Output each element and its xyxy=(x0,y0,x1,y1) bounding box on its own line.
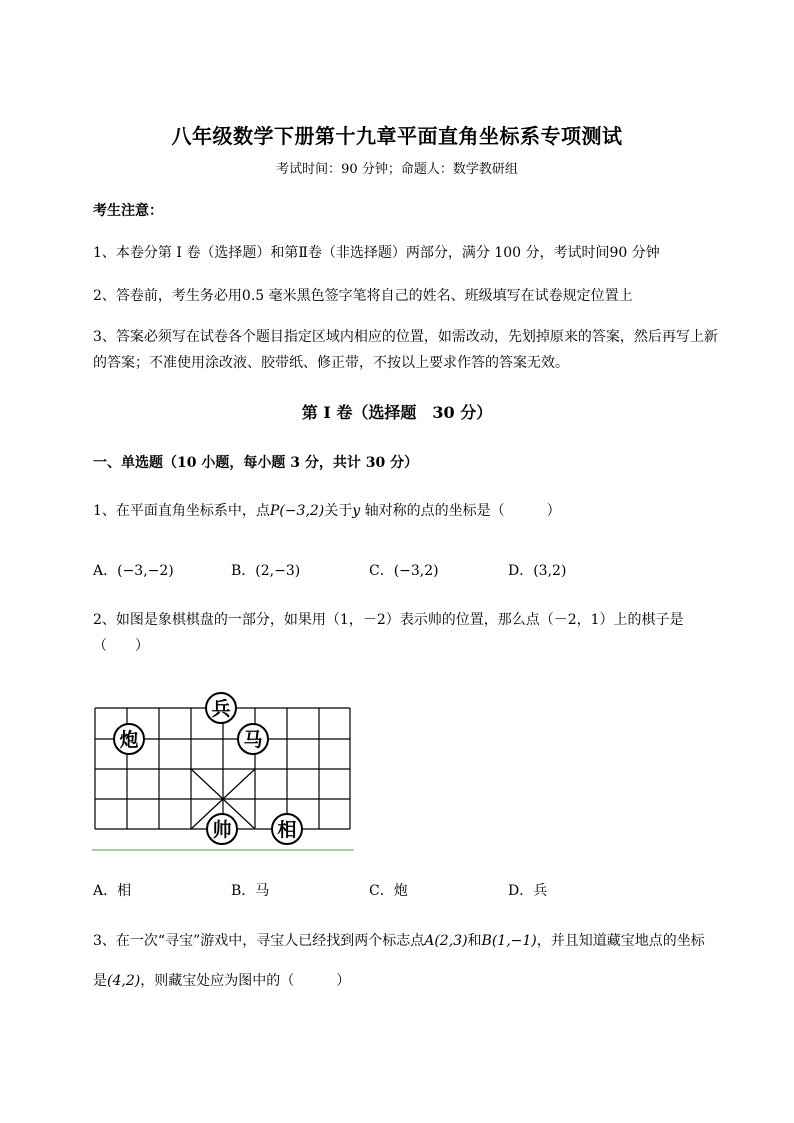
question-3-stem-cont: 是(4,2)，则藏宝处应为图中的（ ） xyxy=(93,973,351,989)
question-3-stem: 3、在一次“寻宝”游戏中，寻宝人已经找到两个标志点A(2,3)和B(1,−1)，并且知道藏宝地点的坐标 xyxy=(93,933,705,949)
exam-subtitle: 考试时间：90 分钟；命题人：数学教研组 xyxy=(276,162,518,177)
point-p: P(−3,2) xyxy=(269,503,325,519)
svg-text:相: 相 xyxy=(277,819,297,841)
exam-title: 八年级数学下册第十九章平面直角坐标系专项测试 xyxy=(171,124,623,148)
q1-option-d[interactable]: D．(3,2) xyxy=(508,563,567,579)
svg-text:帅: 帅 xyxy=(212,819,232,841)
chess-board-figure xyxy=(92,688,354,854)
q2-option-a[interactable]: A．相 xyxy=(93,883,132,899)
q1-option-a[interactable]: A．(−3,−2) xyxy=(93,563,174,579)
question-2-stem-cont: （ ） xyxy=(93,638,149,654)
axis-y: y xyxy=(352,503,361,519)
point-b: B(1,−1) xyxy=(481,933,537,949)
svg-text:炮: 炮 xyxy=(119,729,139,751)
piece-xiang xyxy=(272,814,302,844)
piece-ma xyxy=(238,724,268,754)
point-a: A(2,3) xyxy=(424,933,468,949)
notice-item-1: 1、本卷分第 I 卷（选择题）和第Ⅱ卷（非选择题）两部分，满分 100 分，考试时间90 分钟 xyxy=(93,245,660,261)
svg-text:兵: 兵 xyxy=(211,698,231,720)
question-2-stem: 2、如图是象棋棋盘的一部分，如果用（1，－2）表示帅的位置，那么点（－2，1）上的棋子是 xyxy=(93,612,684,628)
svg-text:马: 马 xyxy=(243,729,263,751)
piece-bing xyxy=(206,693,236,723)
part-title: 一、单选题（10 小题，每小题 3 分，共计 30 分） xyxy=(93,455,419,471)
question-1-stem: 1、在平面直角坐标系中，点P(−3,2)关于y 轴对称的点的坐标是（ ） xyxy=(93,503,561,519)
q1-option-c[interactable]: C．(−3,2) xyxy=(369,563,439,579)
q2-option-b[interactable]: B．马 xyxy=(231,883,270,899)
section-title: 第 I 卷（选择题 30 分） xyxy=(301,403,493,422)
treasure-point: (4,2) xyxy=(107,973,141,989)
notice-heading: 考生注意： xyxy=(93,203,163,219)
notice-item-3-cont: 的答案；不准使用涂改液、胶带纸、修正带，不按以上要求作答的答案无效。 xyxy=(93,355,569,371)
piece-pao xyxy=(114,724,144,754)
q1-option-b[interactable]: B．(2,−3) xyxy=(231,563,301,579)
piece-shuai xyxy=(207,814,237,844)
q2-option-d[interactable]: D．兵 xyxy=(508,883,548,899)
notice-item-3: 3、答案必须写在试卷各个题目指定区域内相应的位置，如需改动，先划掉原来的答案，然后再写上新 xyxy=(93,329,718,345)
notice-item-2: 2、答卷前，考生务必用0.5 毫米黑色签字笔将自己的姓名、班级填写在试卷规定位置上 xyxy=(93,288,633,304)
q2-option-c[interactable]: C．炮 xyxy=(369,883,408,899)
